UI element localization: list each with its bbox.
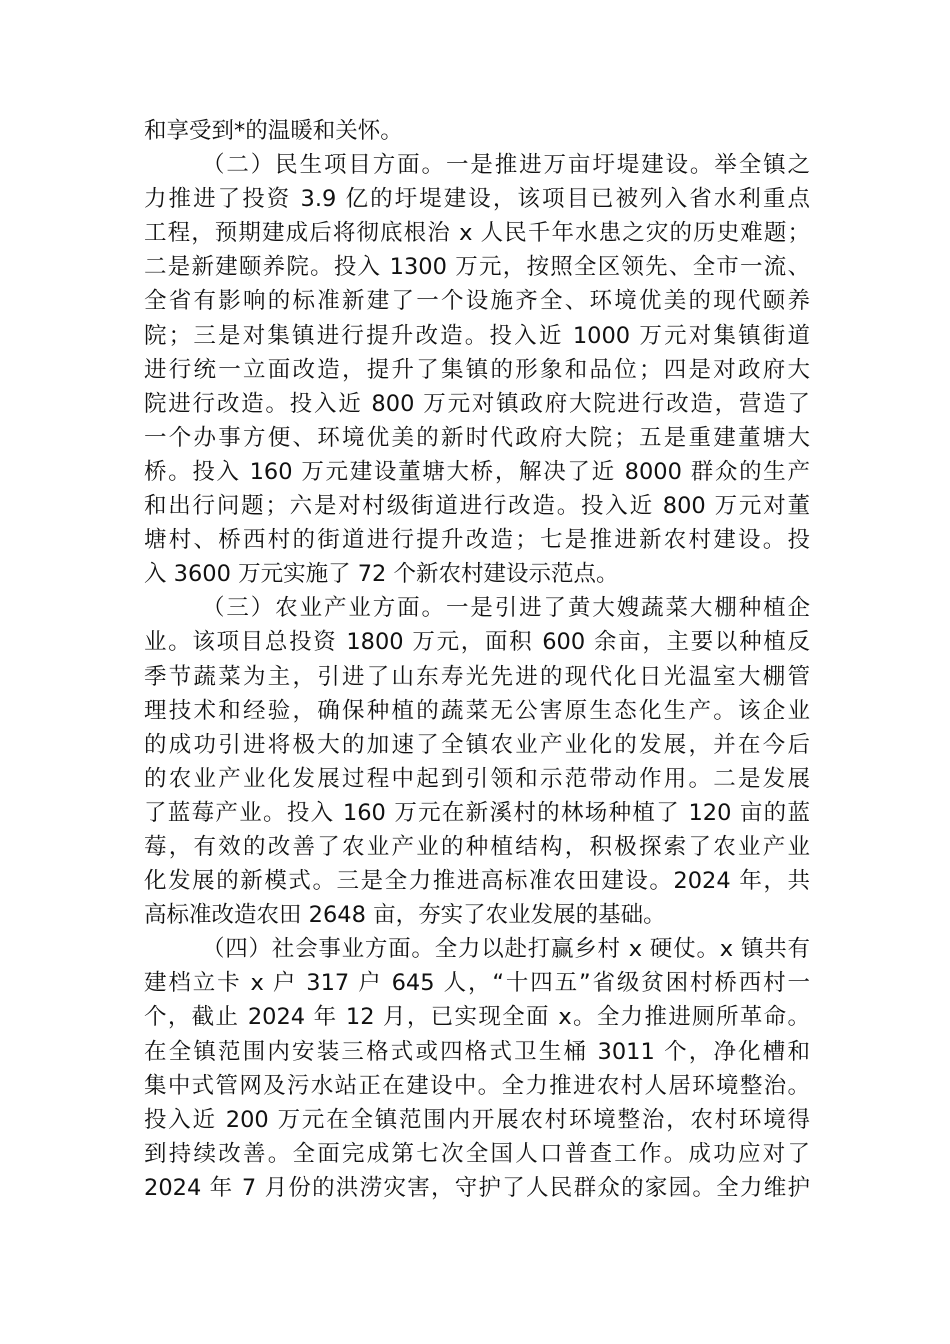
paragraph-line: 桥。投入 160 万元建设董塘大桥，解决了近 8000 群众的生产 [144,458,810,485]
section-heading-line: （四）社会事业方面。全力以赴打赢乡村 x 硬仗。x 镇共有 [202,936,810,963]
paragraph-line: 力推进了投资 3.9 亿的圩堤建设，该项目已被列入省水利重点 [144,186,810,213]
section-heading-line: （二）民生项目方面。一是推进万亩圩堤建设。举全镇之 [202,152,810,179]
paragraph-line: 全省有影响的标准新建了一个设施齐全、环境优美的现代颐养 [144,288,810,315]
paragraph-line: 和出行问题；六是对村级街道进行改造。投入近 800 万元对董 [144,493,810,520]
paragraph-line: 院进行改造。投入近 800 万元对镇政府大院进行改造，营造了 [144,390,810,417]
paragraph-line: 业。该项目总投资 1800 万元，面积 600 余亩，主要以种植反 [144,629,810,656]
paragraph-line: 塘村、桥西村的街道进行提升改造；七是推进新农村建设。投 [144,527,810,554]
paragraph-line: 在全镇范围内安装三格式或四格式卫生桶 3011 个，净化槽和 [144,1038,810,1065]
paragraph-line: 和享受到*的温暖和关怀。 [144,118,403,144]
paragraph-line: 高标准改造农田 2648 亩，夯实了农业发展的基础。 [144,902,666,929]
paragraph-line: 季节蔬菜为主，引进了山东寿光先进的现代化日光温室大棚管 [144,663,810,690]
paragraph-line: 二是新建颐养院。投入 1300 万元，按照全区领先、全市一流、 [144,254,810,281]
document-body [144,114,810,1205]
paragraph-line: 院；三是对集镇进行提升改造。投入近 1000 万元对集镇街道 [144,322,810,349]
paragraph-line: 入 3600 万元实施了 72 个新农村建设示范点。 [144,561,619,588]
paragraph-line: 工程，预期建成后将彻底根治 x 人民千年水患之灾的历史难题； [144,220,810,247]
paragraph-line: 个，截止 2024 年 12 月，已实现全面 x。全力推进厕所革命。 [144,1004,810,1031]
section-heading-line: （三）农业产业方面。一是引进了黄大嫂蔬菜大棚种植企 [202,595,810,622]
paragraph-line: 集中式管网及污水站正在建设中。全力推进农村人居环境整治。 [144,1072,810,1099]
paragraph-line: 投入近 200 万元在全镇范围内开展农村环境整治，农村环境得 [144,1106,810,1133]
paragraph-line: 化发展的新模式。三是全力推进高标准农田建设。2024 年，共 [144,868,810,895]
paragraph-line: 莓，有效的改善了农业产业的种植结构，积极探索了农业产业 [144,833,810,860]
paragraph-line: 2024 年 7 月份的洪涝灾害，守护了人民群众的家园。全力维护 [144,1174,810,1201]
paragraph-line: 理技术和经验，确保种植的蔬菜无公害原生态化生产。该企业 [144,697,810,724]
paragraph-line: 建档立卡 x 户 317 户 645 人，“十四五”省级贫困村桥西村一 [144,970,810,997]
paragraph-line: 一个办事方便、环境优美的新时代政府大院；五是重建董塘大 [144,424,810,451]
paragraph-line: 的成功引进将极大的加速了全镇农业产业化的发展，并在今后 [144,731,810,758]
paragraph-line: 进行统一立面改造，提升了集镇的形象和品位；四是对政府大 [144,356,810,383]
paragraph-line: 的农业产业化发展过程中起到引领和示范带动作用。二是发展 [144,765,810,792]
paragraph-line: 了蓝莓产业。投入 160 万元在新溪村的林场种植了 120 亩的蓝 [144,799,810,826]
paragraph-line: 到持续改善。全面完成第七次全国人口普查工作。成功应对了 [144,1140,810,1167]
